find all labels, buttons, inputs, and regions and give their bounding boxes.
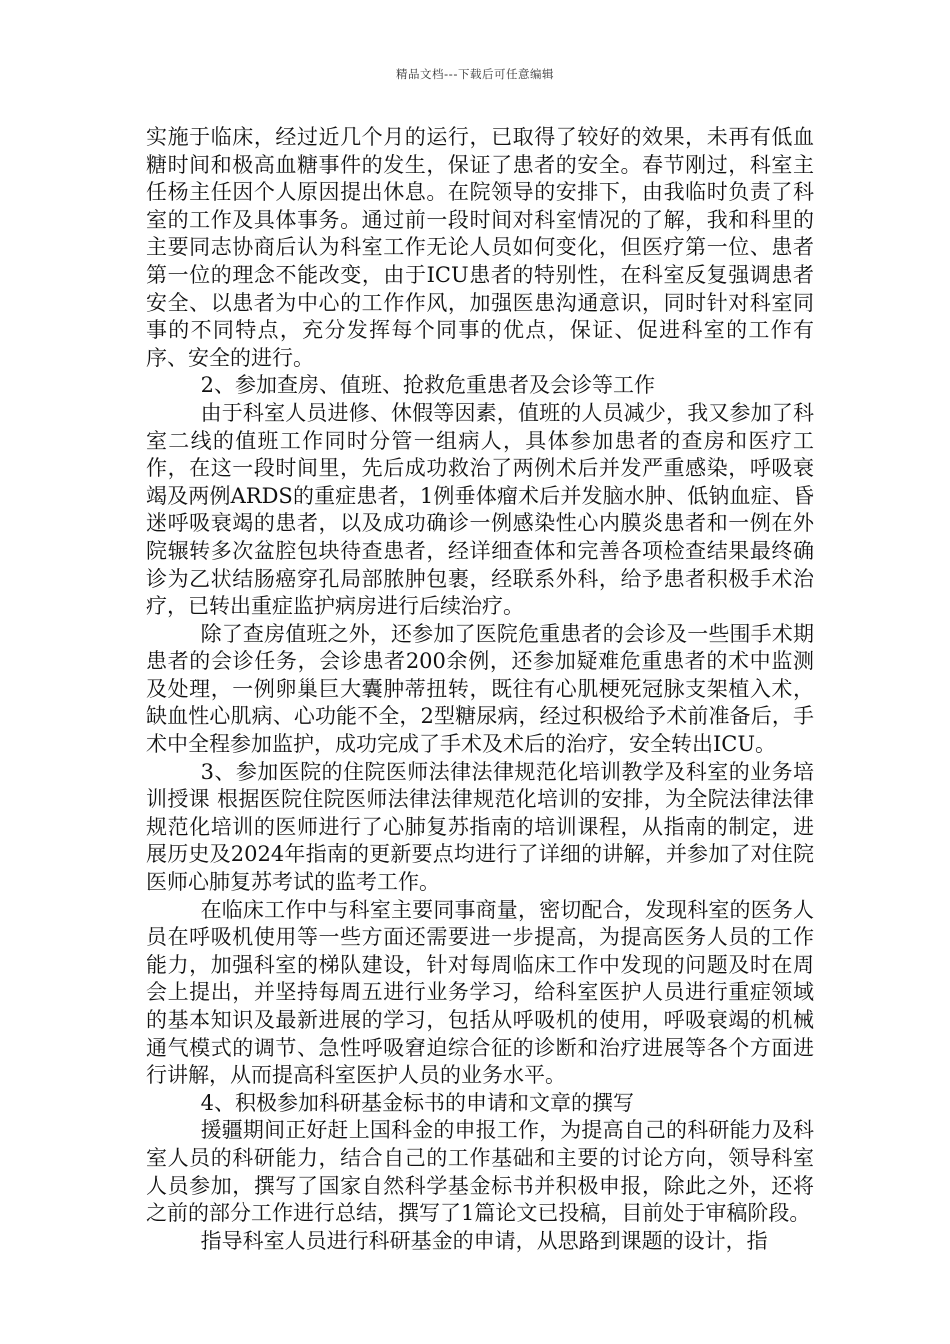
- paragraph-training: 在临床工作中与科室主要同事商量，密切配合，发现科室的医务人员在呼吸机使用等一些方面还需要进一步提高，为提高医务人员的工作能力，加强科室的梯队建设，针对每周临床工作中发现的问题及时在周会上提出，并坚持每周五进行业务学习，给科室医护人员进行重症领域的基本知识及最新进展的学习，包括从呼吸机的使用，呼吸衰竭的机械通气模式的调节、急性呼吸窘迫综合征的诊断和治疗进展等各个方面进行讲解，从而提高科室医护人员的业务水平。: [146, 897, 814, 1088]
- paragraph-consultations: 除了查房值班之外，还参加了医院危重患者的会诊及一些围手术期患者的会诊任务，会诊患者200余例，还参加疑难危重患者的术中监测及处理，一例卵巢巨大囊肿蒂扭转，既往有心肌梗死冠脉支架植入术，缺血性心肌病、心功能不全，2型糖尿病，经过积极给予术前准备后，手术中全程参加监护，成功完成了手术及术后的治疗，安全转出ICU。: [146, 621, 814, 757]
- paragraph-ward-rounds: 由于科室人员进修、休假等因素，值班的人员减少，我又参加了科室二线的值班工作同时分管一组病人，具体参加患者的查房和医疗工作，在这一段时间里，先后成功救治了两例术后并发严重感染，呼吸衰竭及两例ARDS的重症患者，1例垂体瘤术后并发脑水肿、低钠血症、昏迷呼吸衰竭的患者，以及成功确诊一例感染性心内膜炎患者和一例在外院辗转多次盆腔包块待查患者，经详细查体和完善各项检查结果最终确诊为乙状结肠癌穿孔局部脓肿包裹，经联系外科，给予患者积极手术治疗，已转出重症监护病房进行后续治疗。: [146, 400, 814, 619]
- paragraph-intro: 实施于临床，经过近几个月的运行，已取得了较好的效果，未再有低血糖时间和极高血糖事件的发生，保证了患者的安全。春节刚过，科室主任杨主任因个人原因提出休息。在院领导的安排下，由我临时负责了科室的工作及具体事务。通过前一段时间对科室情况的了解，我和科里的主要同志协商后认为科室工作无论人员如何变化，但医疗第一位、患者第一位的理念不能改变，由于ICU患者的特别性，在科室反复强调患者安全、以患者为中心的工作作风，加强医患沟通意识，同时针对科室同事的不同特点，充分发挥每个同事的优点，保证、促进科室的工作有序、安全的进行。: [146, 125, 814, 370]
- paragraph-research: 援疆期间正好赶上国科金的申报工作，为提高自己的科研能力及科室人员的科研能力，结合自己的工作基础和主要的讨论方向，领导科室人员参加，撰写了国家自然科学基金标书并积极申报，除此之外，还将之前的部分工作进行总结，撰写了1篇论文已投稿，目前处于审稿阶段。: [146, 1118, 814, 1226]
- section-heading-4: 4、积极参加科研基金标书的申请和文章的撰写: [200, 1090, 634, 1115]
- page-header: 精品文档---下载后可任意编辑: [396, 67, 554, 81]
- section-heading-2: 2、参加查房、值班、抢救危重患者及会诊等工作: [200, 373, 655, 398]
- document-body: [146, 124, 814, 1255]
- section-heading-3: 3、参加医院的住院医师法律法律规范化培训教学及科室的业务培训授课 根据医院住院医师法律法律规范化培训的安排，为全院法律法律规范化培训的医师进行了心肺复苏指南的培训课程，从指南的制定，进展历史及2024年指南的更新要点均进行了详细的讲解，并参加了对住院医师心肺复苏考试的监考工作。: [146, 759, 814, 895]
- paragraph-guidance: 指导科室人员进行科研基金的申请，从思路到课题的设计，指: [200, 1228, 768, 1253]
